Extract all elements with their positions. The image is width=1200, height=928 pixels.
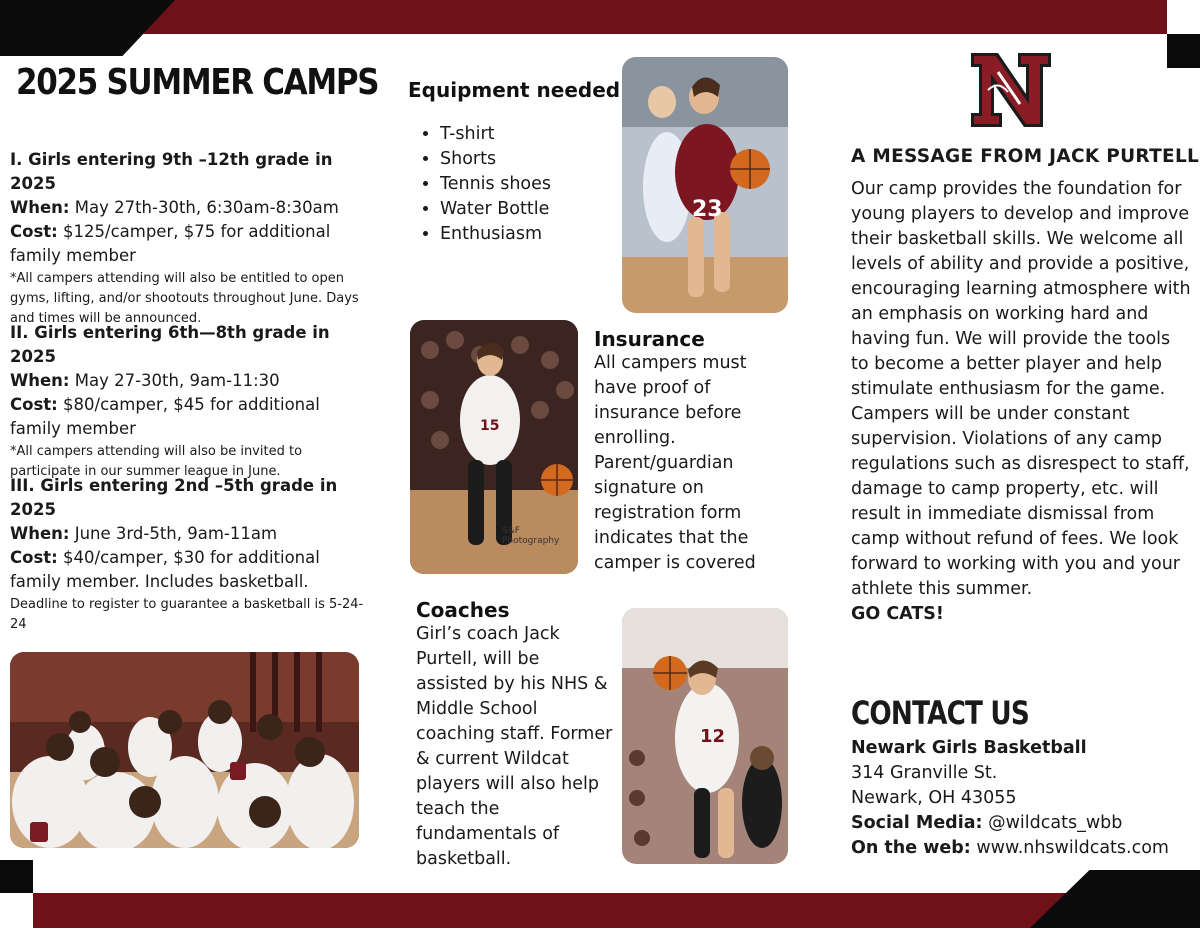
camp-heading: I. Girls entering 9th –12th grade in 2025 <box>10 150 333 193</box>
bottom-left-square <box>0 860 33 893</box>
message-body <box>851 177 1191 627</box>
camp-cost: Cost: $80/camper, $45 for additional family member <box>10 395 320 438</box>
camp-3 <box>10 474 365 635</box>
bottom-red-bar <box>33 893 1200 928</box>
top-right-square <box>1167 34 1200 68</box>
equipment-item: • Enthusiasm <box>440 222 618 247</box>
camp-note: *All campers attending will also be entitled to open gyms, lifting, and/or shootouts throughout June. Days and times will be announced. <box>10 271 359 326</box>
top-black-corner <box>0 0 175 56</box>
player-layup-photo <box>622 608 788 864</box>
camp-cost: Cost: $40/camper, $30 for additional family member. Includes basketball. <box>10 548 320 591</box>
camp-when: When: May 27-30th, 9am-11:30 <box>10 371 280 390</box>
message-text: Our camp provides the foundation for young players to develop and improve their basketball skills. We welcome all levels of ability and provide a positive, encouraging learning atmosphere with an emphasis on working hard and having fun. We will provide the tools to become a better player and help stimulate enthusiasm for the game. Campers will be under constant supervision. Violations of any camp regulations such as disrespect to staff, damage to camp property, etc. will result in immediate dismissal from camp without refund of fees. We look forward to working with you and your athlete this summer. <box>851 179 1191 599</box>
equipment-item: • Tennis shoes <box>440 172 618 197</box>
page-title: 2025 SUMMER CAMPS <box>16 62 379 103</box>
jersey-number: 23 <box>692 197 723 222</box>
camp-2 <box>10 321 365 482</box>
contact-web: On the web: www.nhswildcats.com <box>851 838 1169 858</box>
equipment-item: • Shorts <box>440 147 618 172</box>
photo-watermark: S&F Photography <box>502 526 560 546</box>
newark-n-logo-icon <box>968 50 1054 130</box>
contact-address2: Newark, OH 43055 <box>851 788 1017 808</box>
equipment-item: • T-shirt <box>440 122 618 147</box>
contact-block <box>851 736 1191 861</box>
camp-note: *All campers attending will also be invited to participate in our summer league in June. <box>10 444 303 479</box>
contact-org: Newark Girls Basketball <box>851 738 1087 758</box>
camp-when: When: June 3rd-5th, 9am-11am <box>10 524 278 543</box>
jersey-number: 12 <box>700 726 726 747</box>
camp-heading: II. Girls entering 6th—8th grade in 2025 <box>10 323 330 366</box>
contact-title: CONTACT US <box>851 694 1029 732</box>
message-title: A MESSAGE FROM JACK PURTELL <box>851 146 1200 167</box>
camp-1 <box>10 148 365 329</box>
player-drive-photo <box>622 57 788 313</box>
camp-note: Deadline to register to guarantee a basketball is 5-24-24 <box>10 597 364 632</box>
equipment-title: Equipment needed <box>408 78 621 102</box>
equipment-item: • Water Bottle <box>440 197 618 222</box>
top-red-bar <box>125 0 1167 34</box>
message-closing: GO CATS! <box>851 604 944 624</box>
player-dribble-photo <box>410 320 578 574</box>
insurance-text: All campers must have proof of insurance before enrolling. Parent/guardian signature on registration form indicates that the camper is covered <box>594 353 756 573</box>
contact-address1: 314 Granville St. <box>851 763 998 783</box>
equipment-list <box>408 122 618 247</box>
camp-heading: III. Girls entering 2nd –5th grade in 2025 <box>10 476 338 519</box>
contact-social: Social Media: @wildcats_wbb <box>851 813 1123 833</box>
coaches-text: Girl’s coach Jack Purtell, will be assisted by his NHS & Middle School coaching staff. Former & current Wildcat players will also help teach the fundamentals of basketball. <box>416 624 613 869</box>
jersey-number: 15 <box>480 418 500 434</box>
insurance-title: Insurance <box>594 327 705 351</box>
website-link[interactable]: www.nhswildcats.com <box>976 838 1169 858</box>
camp-when: When: May 27th-30th, 6:30am-8:30am <box>10 198 339 217</box>
social-handle-link[interactable]: @wildcats_wbb <box>988 813 1123 833</box>
team-huddle-photo <box>10 652 359 848</box>
camp-cost: Cost: $125/camper, $75 for additional family member <box>10 222 331 265</box>
coaches-title: Coaches <box>416 598 510 622</box>
